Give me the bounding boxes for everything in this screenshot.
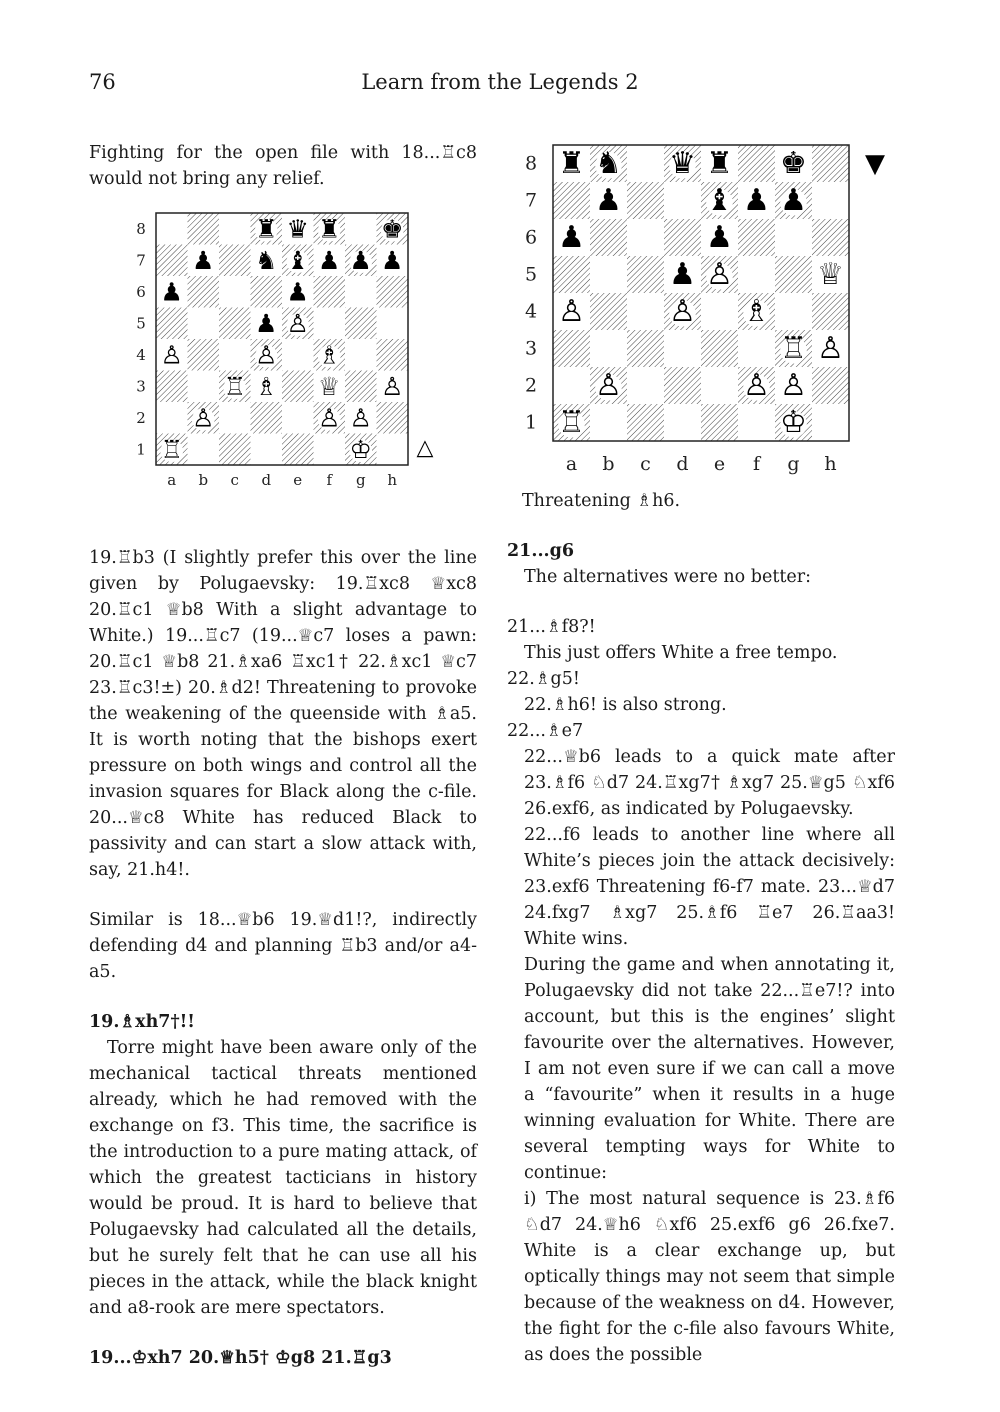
square-b6 [188,276,220,308]
rank-label: 7 [136,251,146,270]
black-pawn-e6 [286,277,309,306]
square-h2 [377,402,409,434]
svg-text:♚: ♚ [780,146,807,181]
black-pawn-g7 [780,183,807,218]
svg-text:♜: ♜ [318,214,341,244]
svg-text:♟: ♟ [706,220,733,255]
line-22bg5: 22.♗g5! [507,669,580,689]
move-heading-19: 19.♗xh7†!! [89,1012,195,1032]
square-h7 [812,182,849,219]
black-king-g8 [780,146,807,181]
white-pawn-h3 [817,331,844,366]
svg-text:♕: ♕ [318,371,341,401]
square-g6 [345,276,377,308]
square-d6 [664,219,701,256]
svg-text:♙: ♙ [381,371,404,401]
svg-text:♙: ♙ [817,331,844,366]
black-pawn-b7 [595,183,622,218]
square-d6 [251,276,283,308]
file-label: f [752,453,761,475]
white-king-g1 [780,405,807,440]
file-label: b [602,453,615,475]
svg-text:♖: ♖ [223,371,246,401]
line-22be7: 22...♗e7 [507,721,584,741]
text-during-game: During the game and when annotating it, Polugaevsky did not take 22...♖e7!? into account, but this is the engines’ slight favourite over the alternatives. However, I am not even sure if we can call a move a “favourite” when it results in a huge winning evaluation for White. There are several tempting ways for White to continue: [524,955,895,1183]
square-a7 [553,182,590,219]
square-a2 [156,402,188,434]
white-pawn-b2 [595,368,622,403]
black-pawn-f7 [318,246,341,275]
file-label: g [355,471,366,489]
svg-text:♟: ♟ [743,183,770,218]
svg-text:♙: ♙ [286,308,309,338]
white-pawn-e5 [286,309,309,338]
square-f3 [738,330,775,367]
file-label: c [230,471,239,489]
square-h1 [377,434,409,466]
svg-text:♙: ♙ [318,403,341,433]
svg-text:♙: ♙ [595,368,622,403]
black-rook-e8 [706,146,733,181]
square-e3 [701,330,738,367]
text-alternatives: The alternatives were no better: [524,567,811,587]
black-pawn-d5 [255,309,278,338]
black-rook-a8 [558,146,585,181]
square-a2 [553,367,590,404]
white-rook-g3 [780,331,807,366]
square-e1 [282,434,314,466]
square-b4 [590,293,627,330]
square-g8 [345,213,377,245]
square-a5 [156,308,188,340]
square-g4 [775,293,812,330]
square-c4 [627,293,664,330]
black-knight-d7 [255,246,278,275]
file-label: f [326,471,333,489]
svg-text:♟: ♟ [780,183,807,218]
paragraph-line-19rb3: 19.♖b3 (I slightly prefer this over the line given by Polugaevsky: 19.♖xc8 ♕xc8 20.♖c1 ♕b8 With a slight advantage to White.) 19...♖c7 (19...♕c7 loses a pawn: 20.♖c1 ♕b8 21.♗xa6 ♖xc1† 22.♗xc1 ♕c7 23.♖c3!±) 20.♗d2! Threatening to provoke the weakening of the queenside with ♗a5. It is worth noting that the bishops exert pressure on both wings and control all the invasion squares for Black along the c-file. 20...♕c8 White has reduced Black to passivity and can start a slow attack with, say, 21.h4!. [89,548,477,880]
square-h6 [377,276,409,308]
square-d3 [664,330,701,367]
white-pawn-g2 [349,403,372,432]
svg-text:♟: ♟ [595,183,622,218]
white-pawn-f2 [318,403,341,432]
svg-text:♔: ♔ [349,434,372,464]
svg-text:♟: ♟ [349,245,372,275]
white-pawn-g2 [780,368,807,403]
square-c2 [627,367,664,404]
white-rook-c3 [223,372,246,401]
svg-text:♟: ♟ [255,308,278,338]
svg-text:♖: ♖ [558,405,585,440]
square-c7 [627,182,664,219]
square-f1 [314,434,346,466]
side-to-move-white: △ [416,435,434,461]
white-pawn-a4 [558,294,585,329]
square-d7 [664,182,701,219]
square-f1 [738,404,775,441]
square-h2 [812,367,849,404]
square-f6 [738,219,775,256]
svg-text:♟: ♟ [558,220,585,255]
square-a8 [156,213,188,245]
line-21bf8: 21...♗f8?! [507,617,596,637]
square-f5 [314,308,346,340]
black-pawn-a6 [558,220,585,255]
white-pawn-a4 [160,340,183,369]
right-column [507,488,895,1368]
black-queen-e8 [286,214,309,243]
black-queen-d8 [669,146,696,181]
square-b4 [188,339,220,371]
square-h1 [812,404,849,441]
square-c1 [627,404,664,441]
square-c4 [219,339,251,371]
svg-text:♟: ♟ [286,277,309,307]
svg-text:♟: ♟ [381,245,404,275]
svg-text:♖: ♖ [780,331,807,366]
svg-text:♟: ♟ [192,245,215,275]
square-c6 [627,219,664,256]
svg-text:♙: ♙ [255,340,278,370]
square-f8 [738,145,775,182]
move-heading-21g6: 21...g6 [507,541,575,561]
svg-text:♛: ♛ [286,214,309,244]
file-label: h [824,453,837,475]
rank-label: 8 [136,219,146,238]
rank-label: 7 [524,189,538,212]
svg-text:♖: ♖ [160,434,183,464]
square-e2 [282,402,314,434]
square-b6 [590,219,627,256]
text-22bh6: 22.♗h6! is also strong. [524,695,727,715]
rank-label: 3 [136,377,146,396]
svg-text:♙: ♙ [780,368,807,403]
square-b8 [188,213,220,245]
rank-label: 3 [524,337,538,360]
file-label: d [261,471,272,489]
file-label: e [713,453,726,475]
square-c1 [219,434,251,466]
svg-text:♗: ♗ [255,371,278,401]
square-f5 [738,256,775,293]
square-c6 [219,276,251,308]
square-c5 [219,308,251,340]
black-pawn-h7 [381,246,404,275]
square-a7 [156,245,188,277]
square-a3 [156,371,188,403]
rank-label: 1 [524,411,538,434]
square-h4 [377,339,409,371]
svg-text:♝: ♝ [286,245,309,275]
black-rook-d8 [255,214,278,243]
svg-text:♕: ♕ [817,257,844,292]
black-pawn-g7 [349,246,372,275]
svg-text:♜: ♜ [558,146,585,181]
text-22f6: 22...f6 leads to another line where all White’s pieces join the attack decisively: 23.exf6 Threatening f6-f7 mate. 23...♕d7 24.fxg7 ♗xg7 25.♗f6 ♖e7 26.♖aa3! White wins. [524,825,895,949]
square-b1 [590,404,627,441]
white-pawn-f2 [743,368,770,403]
rank-label: 2 [136,408,146,427]
square-a5 [553,256,590,293]
page-number: 76 [89,70,116,94]
black-knight-b8 [595,146,622,181]
paragraph-similar: Similar is 18...♕b6 19.♕d1!?, indirectly defending d4 and planning ♖b3 and/or a4-a5. [89,910,477,982]
svg-text:♙: ♙ [349,403,372,433]
paragraph-intro: Fighting for the open file with 18...♖c8 would not bring any relief. [89,143,477,189]
black-pawn-a6 [160,277,183,306]
chess-diagram-2 [510,138,900,483]
svg-text:♞: ♞ [595,146,622,181]
svg-text:♛: ♛ [669,146,696,181]
white-queen-h5 [817,257,844,292]
rank-label: 2 [524,374,538,397]
square-c8 [219,213,251,245]
square-e2 [701,367,738,404]
square-e3 [282,371,314,403]
white-pawn-h3 [381,372,404,401]
square-c5 [627,256,664,293]
white-pawn-d4 [255,340,278,369]
svg-text:♔: ♔ [780,405,807,440]
black-rook-f8 [318,214,341,243]
svg-text:♞: ♞ [255,245,278,275]
square-b5 [188,308,220,340]
diagram2-caption: Threatening ♗h6. [522,491,681,511]
square-e4 [701,293,738,330]
rank-label: 8 [524,152,538,175]
square-b3 [188,371,220,403]
square-h5 [377,308,409,340]
black-pawn-e6 [706,220,733,255]
white-pawn-d4 [669,294,696,329]
svg-text:♟: ♟ [318,245,341,275]
square-e4 [282,339,314,371]
svg-text:♜: ♜ [255,214,278,244]
square-g3 [345,371,377,403]
square-a3 [553,330,590,367]
white-bishop-f4 [743,294,770,329]
square-d2 [251,402,283,434]
black-bishop-e7 [706,183,733,218]
rank-label: 5 [136,314,146,333]
paragraph-torre: Torre might have been aware only of the mechanical tactical threats mentioned already, which he had removed with the exchange on f3. This time, the sacrifice is the introduction to a pure mating attack, of which the greatest tacticians in history would be proud. It is hard to believe that Polugaevsky had calculated all the details, but he surely felt that he can use all his pieces in the attack, while the black knight and a8-rook are mere spectators. [89,1038,477,1318]
black-king-h8 [381,214,404,243]
svg-text:♙: ♙ [706,257,733,292]
square-g6 [775,219,812,256]
file-label: c [640,453,651,475]
svg-text:♗: ♗ [318,340,341,370]
black-pawn-b7 [192,246,215,275]
chess-board-1 [125,205,445,495]
square-g5 [775,256,812,293]
rank-label: 6 [524,226,538,249]
file-label: h [387,471,398,489]
square-g5 [345,308,377,340]
square-d2 [664,367,701,404]
square-g4 [345,339,377,371]
file-label: b [198,471,209,489]
square-h8 [812,145,849,182]
black-bishop-e7 [286,246,309,275]
square-b1 [188,434,220,466]
svg-text:♜: ♜ [706,146,733,181]
white-rook-a1 [558,405,585,440]
svg-text:♝: ♝ [706,183,733,218]
square-h4 [812,293,849,330]
svg-text:♗: ♗ [743,294,770,329]
text-free-tempo: This just offers White a free tempo. [524,643,838,663]
side-to-move-black: ▼ [865,149,885,179]
svg-text:♙: ♙ [160,340,183,370]
square-b5 [590,256,627,293]
file-label: d [676,453,689,475]
square-c2 [219,402,251,434]
square-c7 [219,245,251,277]
square-f6 [314,276,346,308]
text-option-i: i) The most natural sequence is 23.♗f6 ♘d7 24.♕h6 ♘xf6 25.exf6 g6 26.fxe7. White is a clear exchange up, but optically things may not seem that simple because of the weakness on d4. However, the fight for the c-file also favours White, as does the possible [524,1189,895,1365]
svg-text:♙: ♙ [192,403,215,433]
svg-text:♟: ♟ [669,257,696,292]
rank-label: 1 [136,440,146,459]
white-pawn-b2 [192,403,215,432]
rank-label: 5 [524,263,538,286]
move-heading-19-21: 19...♔xh7 20.♕h5† ♔g8 21.♖g3 [89,1348,392,1368]
rank-label: 4 [524,300,538,323]
white-king-g1 [349,435,372,464]
white-rook-a1 [160,435,183,464]
square-c8 [627,145,664,182]
svg-text:♙: ♙ [669,294,696,329]
file-label: e [293,471,303,489]
white-bishop-f4 [318,340,341,369]
rank-label: 6 [136,282,146,301]
square-d1 [251,434,283,466]
white-queen-f3 [318,372,341,401]
square-h6 [812,219,849,256]
file-label: a [565,453,578,475]
square-b3 [590,330,627,367]
text-22qb6: 22...♕b6 leads to a quick mate after 23.♗f6 ♘d7 24.♖xg7† ♗xg7 25.♕g5 ♘xf6 26.exf6, as indicated by Polugaevsky. [524,747,895,819]
chess-board-2 [510,138,900,483]
rank-label: 4 [136,345,146,364]
white-bishop-d3 [255,372,278,401]
svg-text:♚: ♚ [381,214,404,244]
white-pawn-e5 [706,257,733,292]
square-c3 [627,330,664,367]
black-pawn-d5 [669,257,696,292]
square-d1 [664,404,701,441]
chess-diagram-1 [125,205,445,495]
file-label: a [167,471,177,489]
file-label: g [787,453,800,475]
svg-text:♟: ♟ [160,277,183,307]
running-title: Learn from the Legends 2 [361,70,639,94]
svg-text:♙: ♙ [558,294,585,329]
svg-text:♙: ♙ [743,368,770,403]
black-pawn-f7 [743,183,770,218]
square-e1 [701,404,738,441]
